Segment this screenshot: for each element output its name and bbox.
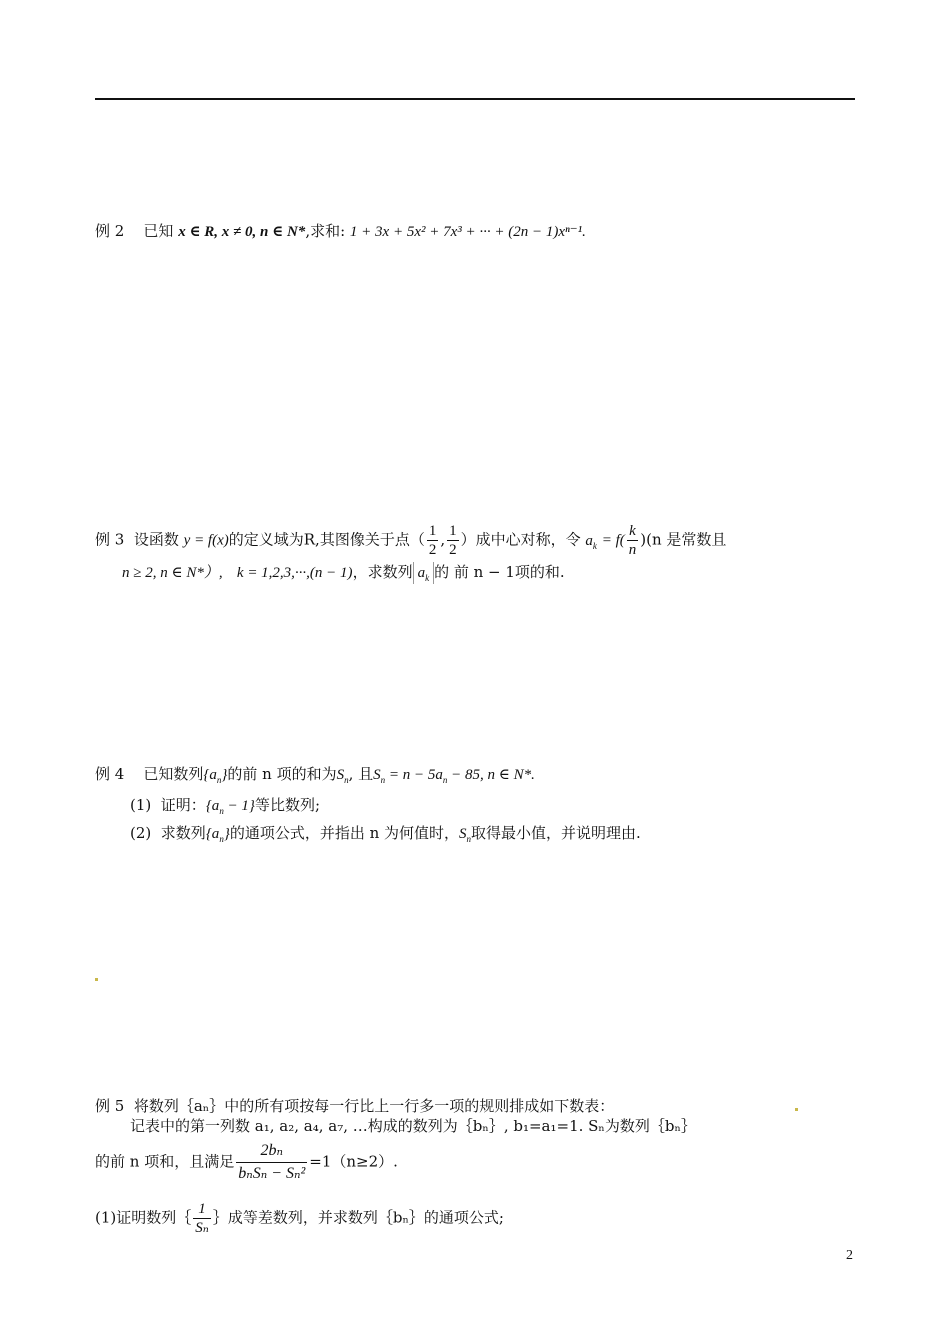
example-2 [95, 221, 586, 242]
example-3-text-e: ，求数列 [352, 563, 413, 581]
example-3-text-a: 设函数 [133, 530, 179, 549]
example-4-question-2 [130, 823, 641, 844]
scan-speck [795, 1108, 798, 1111]
example-3-text-d: )(n 是常数且 [640, 530, 727, 549]
example-4-q2-math: $\{a_n\}$ [205, 826, 230, 844]
example-5-q1-b: ｝成等差数列，并求数列｛bₙ｝的通项公式; [212, 1208, 504, 1227]
example-4-text-b: 的前 n 项的和为 [227, 765, 337, 783]
example-4-q2-text-a: 求数列 [160, 824, 206, 842]
page-number: 2 [846, 1248, 853, 1263]
example-4-text-c: , 且 [348, 765, 374, 783]
example-5-text-1: 将数列｛aₙ｝中的所有项按每一行比上一行多一项的规则排成如下数表： [133, 1097, 615, 1115]
example-3-eq: = f( [601, 532, 625, 549]
example-4-sn: $S_n$ [336, 767, 349, 785]
example-4-q1-label: (1) [130, 796, 152, 814]
example-4-equation: $S_n = n - 5a_n - 85$, n ∈ N*. [373, 767, 535, 785]
example-5-label: 例 5 [95, 1097, 125, 1115]
example-2-label: 例 2 [95, 222, 125, 240]
example-4-q1-text: 证明： [160, 796, 206, 814]
example-3-ak: $a_k$ [585, 532, 597, 551]
example-5-line-1 [95, 1096, 614, 1116]
example-2-series: 1 + 3x + 5x² + 7x³ + ··· + (2n − 1)xⁿ⁻¹. [349, 224, 586, 240]
example-3-label: 例 3 [95, 530, 125, 549]
example-4-q1-math: $\{a_n - 1\}$ [205, 798, 255, 816]
example-3-line-1: 例 3 设函数 y = f(x)的定义域为R,其图像关于点（ $\frac{1}{2}$ , $\frac{1}{2}$ ）成中心对称，令 $a_k = f$( $\frac{k}{n}$ )(n 是常数且 [95, 523, 727, 558]
example-5-q1-fraction: $\frac{1}{\text{Sₙ}}$ [195, 1201, 209, 1236]
example-3-frac-k: $\frac{k}{n}$ [628, 523, 637, 558]
example-3-text-c: ）成中心对称，令 [460, 530, 581, 549]
example-5-line-3 [95, 1140, 398, 1185]
example-3-abs-ak: $a_k$ [413, 562, 435, 584]
example-4-q2-label: (2) [130, 824, 152, 842]
example-3-text-b: 的定义域为R,其图像关于点（ [228, 530, 425, 549]
example-3-point-y: $\frac{1}{2}$ [449, 523, 457, 558]
example-2-text-a: 已知 [143, 222, 174, 240]
example-3-text-f: 的 前 n − 1项的和. [434, 563, 565, 581]
example-5-text-3a: 的前 n 项和，且满足 [95, 1152, 235, 1171]
example-5-question-1 [95, 1200, 504, 1237]
example-4-label: 例 4 [95, 765, 125, 783]
example-4-q2-sn: $S_n$ [459, 826, 472, 844]
example-4-seq: $\{a_n\}$ [203, 767, 228, 785]
example-3-k-range: k = 1,2,3,···,(n − 1) [236, 565, 353, 581]
example-2-condition: x ∈ R, x ≠ 0, n ∈ N* [178, 224, 306, 240]
example-4-line-1 [95, 764, 535, 785]
example-5-q1-a: (1)证明数列｛ [95, 1208, 192, 1227]
example-3-line-2 [122, 562, 565, 584]
example-3-n-condition: n ≥ 2, n ∈ N*）, [122, 565, 223, 581]
example-4-q2-text-b: 的通项公式，并指出 n 为何值时， [229, 824, 460, 842]
example-5-main-fraction: $\frac{\text{2bₙ}}{\text{bₙSₙ − Sₙ²}}$ [236, 1140, 307, 1185]
example-4-question-1 [130, 795, 320, 816]
example-5-text-3b: =1（n≥2）. [309, 1152, 398, 1171]
example-5-text-2: 记表中的第一列数 a₁, a₂, a₄, a₇, …构成的数列为｛bₙ｝, b₁=a₁=1. Sₙ为数列｛bₙ｝ [130, 1117, 697, 1135]
scan-speck [95, 978, 98, 981]
example-4-text-a: 已知数列 [143, 765, 204, 783]
header-rule [95, 98, 855, 100]
example-5-line-2 [130, 1116, 696, 1136]
example-4-q2-text-c: 取得最小值，并说明理由. [471, 824, 641, 842]
example-3-point-x: $\frac{1}{2}$ [428, 523, 437, 558]
example-3-function: y = f(x) [183, 532, 229, 549]
example-2-text-b: ,求和: [305, 222, 346, 240]
example-4-q1-tail: 等比数列; [254, 796, 320, 814]
